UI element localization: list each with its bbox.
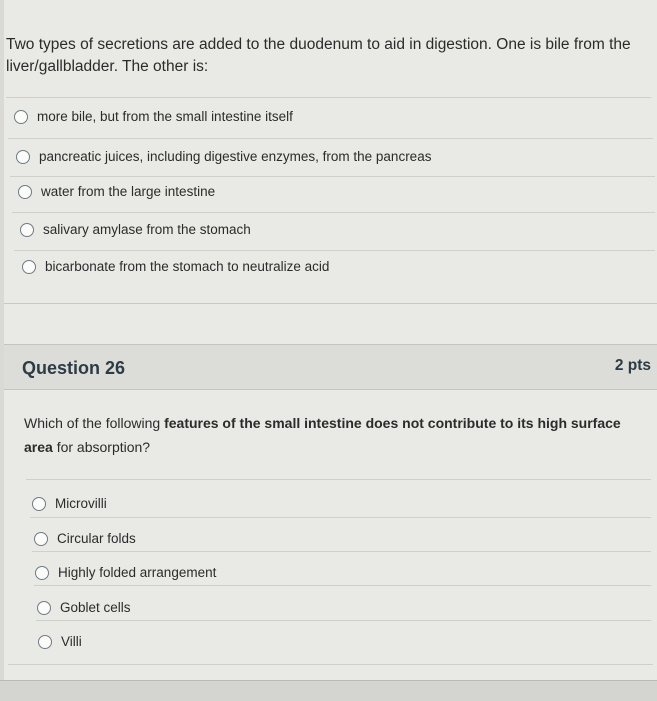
option-label: Highly folded arrangement [58, 565, 217, 580]
q25-option-3[interactable] [18, 184, 215, 199]
question-text-prefix: Which of the following [24, 415, 165, 431]
divider [32, 551, 651, 552]
divider [34, 585, 651, 586]
radio-button[interactable] [20, 223, 34, 237]
q25-option-2[interactable] [16, 149, 431, 164]
radio-button[interactable] [14, 110, 28, 124]
question-points: 2 pts [614, 357, 651, 374]
question-text-suffix: for absorption? [52, 439, 151, 455]
divider [12, 212, 655, 213]
option-label: Circular folds [57, 531, 136, 546]
question-26-text [24, 411, 649, 459]
option-label: salivary amylase from the stomach [43, 222, 251, 237]
divider [4, 303, 657, 304]
page-bottom-edge [0, 680, 657, 701]
radio-button[interactable] [38, 635, 52, 649]
option-label: Microvilli [55, 496, 107, 511]
option-label: Goblet cells [60, 600, 131, 615]
option-label: more bile, but from the small intestine itself [37, 109, 293, 124]
q26-option-4[interactable] [37, 600, 131, 615]
q25-option-1[interactable] [14, 109, 293, 124]
q26-option-3[interactable] [35, 565, 216, 580]
option-label: water from the large intestine [41, 184, 216, 199]
radio-button[interactable] [18, 185, 32, 199]
radio-button[interactable] [22, 260, 36, 274]
divider [26, 479, 651, 480]
q26-option-1[interactable] [32, 496, 107, 511]
radio-button[interactable] [37, 601, 51, 615]
q26-option-2[interactable] [34, 531, 136, 546]
radio-button[interactable] [35, 566, 49, 580]
question-25-text: Two types of secretions are added to the duodenum to aid in digestion. One is bile from the liver/gallbladder. The other is: [6, 36, 631, 75]
radio-button[interactable] [34, 532, 48, 546]
option-label: pancreatic juices, including digestive enzymes, from the pancreas [39, 149, 432, 164]
divider [36, 620, 651, 621]
q25-option-5[interactable] [22, 259, 329, 274]
divider [6, 97, 651, 98]
q25-option-4[interactable] [20, 222, 251, 237]
divider [30, 517, 651, 518]
divider [10, 176, 655, 177]
question-26-header [4, 344, 657, 390]
radio-button[interactable] [16, 150, 30, 164]
question-text-bold: features of the small intestine does not contribute to its high surface area [24, 415, 621, 455]
divider [8, 138, 653, 139]
divider [8, 664, 653, 665]
option-label: bicarbonate from the stomach to neutralize acid [45, 259, 330, 274]
divider [14, 250, 655, 251]
option-label: Villi [61, 634, 82, 649]
radio-button[interactable] [32, 497, 46, 511]
q26-option-5[interactable] [38, 634, 82, 649]
question-title: Question 26 [22, 358, 126, 378]
